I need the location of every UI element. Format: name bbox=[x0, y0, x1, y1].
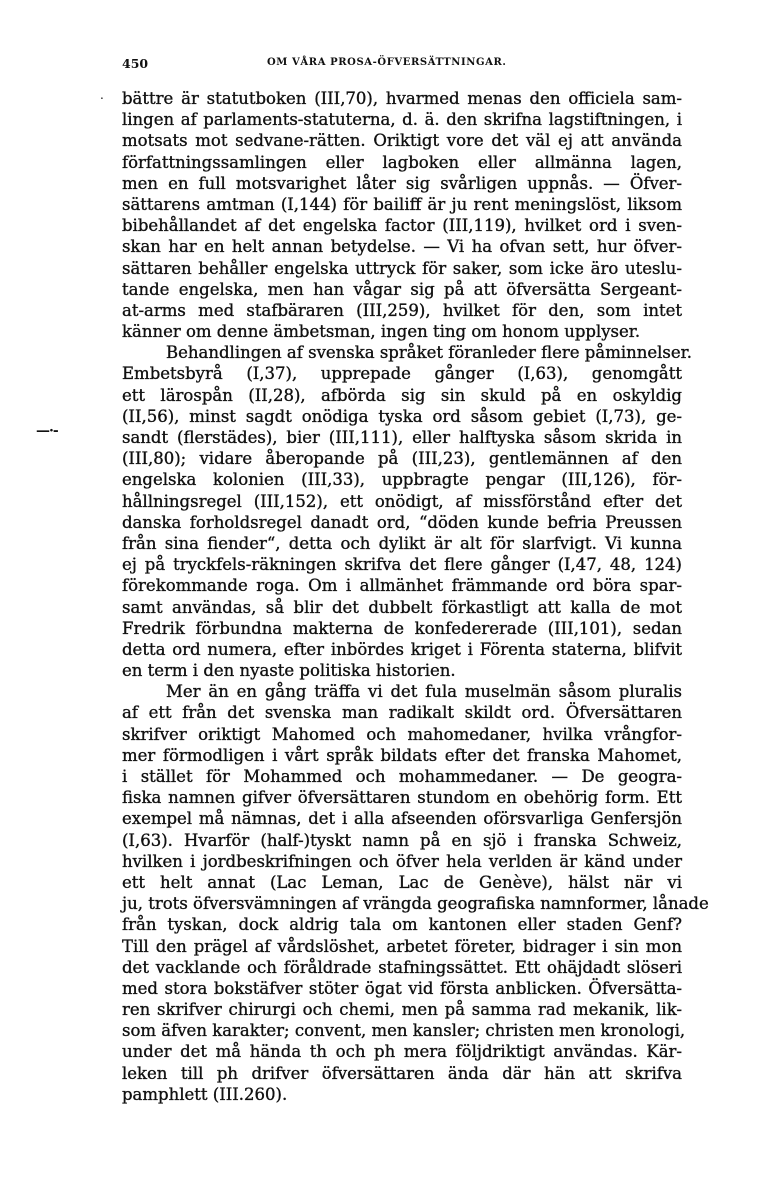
text-line: fiska namnen gifver öfversättaren stundom en obehörig form. Ett bbox=[122, 788, 682, 808]
text-line: med stora bokstäfver stöter ögat vid första anblicken. Öfversätta- bbox=[122, 978, 682, 998]
text-line: från sina fiender“, detta och dylikt är alt för slarfvigt. Vi kunna bbox=[122, 533, 682, 553]
text-line: det vacklande och föråldrade stafningssättet. Ett ohäjdadt slöseri bbox=[122, 957, 682, 977]
text-line: detta ord numera, efter inbördes kriget i Förenta staterna, blifvit bbox=[122, 639, 682, 659]
text-line: ju, trots öfversvämningen af vrängda geografiska namnformer, lånade bbox=[122, 894, 709, 914]
text-line: författningssamlingen eller lagboken eller allmänna lagen, bbox=[122, 152, 682, 172]
text-line: ett helt annat (Lac Leman, Lac de Genève), hälst när vi bbox=[122, 872, 682, 892]
text-line: skan har en helt annan betydelse. — Vi ha ofvan sett, hur öfver- bbox=[122, 237, 682, 257]
text-line: at-arms med stafbäraren (III,259), hvilket för den, som intet bbox=[122, 300, 682, 320]
text-line: under det må hända th och ph mera följdriktigt användas. Kär- bbox=[122, 1042, 682, 1062]
text-line: bibehållandet af det engelska factor (III,119), hvilket ord i sven- bbox=[122, 216, 682, 236]
text-line: (III,80); vidare åberopande på (III,23), gentlemännen af den bbox=[122, 449, 682, 469]
page-number: 450 bbox=[122, 56, 149, 71]
text-line: pamphlett (III.260). bbox=[122, 1084, 288, 1104]
text-line: Till den prägel af vårdslöshet, arbetet företer, bidrager i sin mon bbox=[122, 936, 682, 956]
text-line: hållningsregel (III,152), ett onödigt, af missförstånd efter det bbox=[122, 491, 682, 511]
text-line: bättre är statutboken (III,70), hvarmed menas den officiela sam- bbox=[122, 89, 682, 108]
text-line: tande engelska, men han vågar sig på att öfversätta Sergeant- bbox=[122, 279, 682, 299]
text-line: engelska kolonien (III,33), uppbragte pengar (III,126), för- bbox=[122, 470, 682, 490]
text-line: Embetsbyrå (I,37), upprepade gånger (I,63), genomgått bbox=[122, 364, 682, 384]
text-line: som äfven karakter; convent, men kansler; christen men kronologi, bbox=[122, 1021, 686, 1041]
text-line: motsats mot sedvane-rätten. Oriktigt vore det väl ej att använda bbox=[122, 131, 682, 151]
text-line: mer förmodligen i vårt språk bildats efter det franska Mahomet, bbox=[122, 745, 682, 765]
text-line: Fredrik förbundna makterna de konfedererade (III,101), sedan bbox=[122, 618, 682, 638]
text-line: ett lärospån (II,28), afbörda sig sin skuld på en oskyldig bbox=[122, 385, 682, 405]
text-line: ren skrifver chirurgi och chemi, men på samma rad mekanik, lik- bbox=[122, 1000, 682, 1020]
text-line: sandt (flerstädes), bier (III,111), eller halftyska såsom skrida in bbox=[122, 428, 682, 447]
text-line: Mer än en gång träffa vi det fula muselmän såsom pluralis bbox=[166, 682, 682, 702]
text-line: af ett från det svenska man radikalt skildt ord. Öfversättaren bbox=[122, 703, 682, 723]
text-line: lingen af parlaments-statuterna, d. ä. den skrifna lagstiftningen, i bbox=[122, 110, 682, 130]
text-line: men en full motsvarighet låter sig svårligen uppnås. — Öfver- bbox=[122, 173, 682, 193]
page-header bbox=[122, 56, 682, 76]
body-text bbox=[122, 88, 709, 1105]
text-line: i stället för Mohammed och mohammedaner. — De geogra- bbox=[122, 767, 682, 786]
text-line: från tyskan, dock aldrig tala om kantonen eller staden Genf? bbox=[122, 915, 682, 935]
text-line: sättarens amtman (I,144) för bailiff är ju rent meningslöst, liksom bbox=[122, 194, 682, 214]
text-line: (I,63). Hvarför (half-)tyskt namn på en sjö i franska Schweiz, bbox=[122, 830, 682, 850]
margin-dot: . bbox=[100, 88, 104, 102]
text-line: hvilken i jordbeskrifningen och öfver hela verlden är känd under bbox=[122, 851, 682, 871]
text-line: danska forholdsregel danadt ord, “döden kunde befria Preussen bbox=[122, 512, 682, 532]
text-line: skrifver oriktigt Mahomed och mahomedaner, hvilka vrångfor- bbox=[122, 724, 682, 744]
text-line: en term i den nyaste politiska historien. bbox=[122, 661, 456, 681]
text-line: sättaren behåller engelska uttryck för saker, som icke äro uteslu- bbox=[122, 258, 682, 278]
text-line: (II,56), minst sagdt onödiga tyska ord såsom gebiet (I,73), ge- bbox=[122, 406, 682, 426]
text-line: leken till ph drifver öfversättaren ända där hän att skrifva bbox=[122, 1063, 682, 1083]
margin-dash-mark: —·- bbox=[36, 423, 58, 439]
text-line: Behandlingen af svenska språket föranleder flere påminnelser. bbox=[166, 343, 692, 363]
text-line: samt användas, så blir det dubbelt förkastligt att kalla de mot bbox=[122, 597, 682, 617]
text-line: ej på tryckfels-räkningen skrifva det flere gånger (I,47, 48, 124) bbox=[122, 555, 682, 575]
running-title: OM VÅRA PROSA-ÖFVERSÄTTNINGAR. bbox=[267, 57, 507, 68]
text-line: känner om denne ämbetsman, ingen ting om honom upplyser. bbox=[122, 322, 641, 342]
text-line: förekommande roga. Om i allmänhet främmande ord böra spar- bbox=[122, 576, 682, 596]
text-line: exempel må nämnas, det i alla afseenden oförsvarliga Genfersjön bbox=[122, 809, 682, 829]
